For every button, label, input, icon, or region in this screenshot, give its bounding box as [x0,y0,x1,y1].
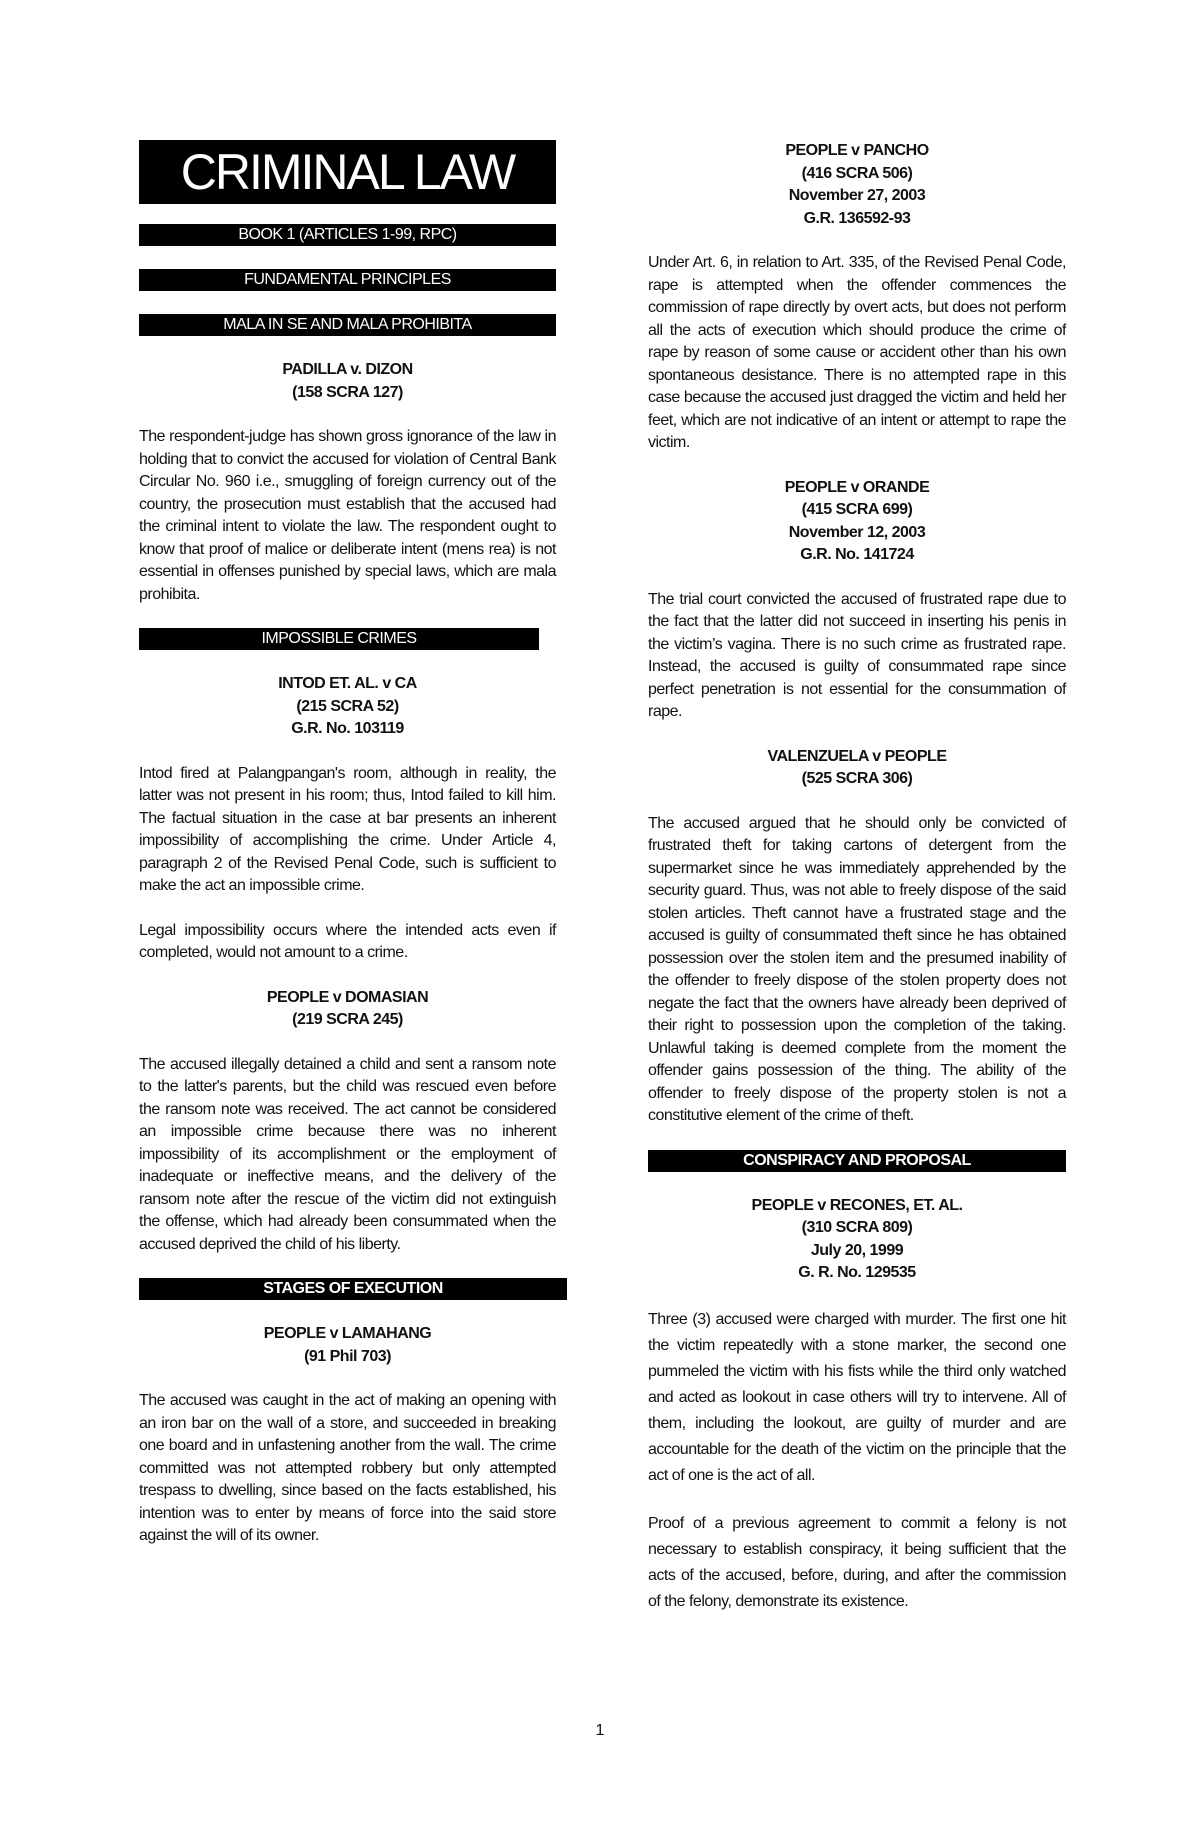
case-summary-pancho: Under Art. 6, in relation to Art. 335, of the Revised Penal Code, rape is attempted when the offender commences the commission of rape directly by overt acts, but does not perform all the acts of execution which should produce the crime of rape by reason of some cause or accident other than his own spontaneous desistance. There is no attempted rape in this case because the accused just dragged the victim and held her feet, which are not indicative of an intent or attempt to rape the victim. [648,254,1066,451]
case-name: PEOPLE v ORANDE [784,478,930,496]
case-summary-recones: Three (3) accused were charged with murder. The first one hit the victim repeatedly with a stone marker, the second one pummeled the victim with his fists while the third only watched and acted as lookout in case others will try to intervene. All of them, including the lookout, are guilty of murder and are accountable for the death of the victim on the principle that the act of one is the act of all. [648,1310,1066,1484]
case-date: November 27, 2003 [788,187,926,204]
case-citation: (215 SCRA 52) [296,697,399,715]
case-heading-domasian [139,987,556,1032]
case-name: INTOD ET. AL. v CA [278,675,417,692]
section-stages-of-execution: STAGES OF EXECUTION [139,1278,567,1300]
case-heading-recones [648,1195,1066,1285]
section-book-1: BOOK 1 (ARTICLES 1-99, RPC) [139,224,556,246]
case-citation: (525 SCRA 306) [801,770,913,787]
case-note-intod: Legal impossibility occurs where the intended acts even if completed, would not amount to a crime. [139,921,556,961]
case-name: PEOPLE v PANCHO [785,142,929,159]
case-citation: (91 Phil 703) [304,1347,391,1365]
case-summary-orande: The trial court convicted the accused of frustrated rape due to the fact that the latter did not succeed in inserting his penis in the victim’s vagina. There is no such crime as frustrated rape. Instead, the accused is guilty of consummated rape since perfect penetration is not essential for the consummation of rape. [648,590,1066,720]
case-citation: (219 SCRA 245) [292,1011,403,1028]
case-heading-intod [139,673,556,741]
left-column [139,140,556,1570]
case-name: VALENZUELA v PEOPLE [767,747,947,765]
case-citation: (310 SCRA 809) [801,1219,913,1236]
section-impossible-crimes: IMPOSSIBLE CRIMES [139,628,539,650]
case-note-recones: Proof of a previous agreement to commit a felony is not necessary to establish conspiracy, it being sufficient that the acts of the accused, before, during, and after the commission of the felony, demonstrate its existence. [648,1514,1066,1610]
document-title: CRIMINAL LAW [139,140,556,204]
case-heading-orande [648,477,1066,567]
case-summary-domasian: The accused illegally detained a child and sent a ransom note to the latter's parents, but the child was rescued even before the ransom note was received. The act cannot be considered an impossible crime because there was no inherent impossibility of its accomplishment or the employment of inadequate or ineffective means, and the delivery of the ransom note after the rescue of the victim did not extinguish the offense, which had already been consummated when the accused deprived the child of his liberty. [139,1055,556,1253]
case-heading-lamahang [139,1323,556,1368]
case-name: PEOPLE v LAMAHANG [263,1325,432,1342]
case-summary-lamahang: The accused was caught in the act of making an opening with an iron bar on the wall of a store, and succeeded in breaking one board and in unfastening another from the wall. The crime committed was not attempted robbery but only attempted trespass to dwelling, since based on the facts established, his intention was to enter by means of force into the said store against the will of its owner. [139,1392,556,1544]
case-name: PEOPLE v DOMASIAN [266,988,429,1006]
case-citation: (415 SCRA 699) [801,501,913,518]
case-gr-number: G.R. No. 141724 [800,546,914,563]
case-citation: (158 SCRA 127) [292,383,403,401]
case-heading-pancho [648,140,1066,230]
case-date: November 12, 2003 [788,523,926,541]
section-fundamental-principles: FUNDAMENTAL PRINCIPLES [139,269,556,291]
case-heading-padilla [139,359,556,404]
case-gr-number: G.R. 136592-93 [803,209,911,227]
case-citation: (416 SCRA 506) [801,164,913,182]
case-summary-padilla: The respondent-judge has shown gross ignorance of the law in holding that to convict the accused for violation of Central Bank Circular No. 960 i.e., smuggling of foreign currency out of the country, the prosecution must establish that the accused had the criminal intent to violate the law. The respondent ought to know that proof of malice or deliberate intent (mens rea) is not essential in offenses punished by special laws, which are mala prohibita. [139,428,556,603]
section-conspiracy-and-proposal: CONSPIRACY AND PROPOSAL [648,1150,1066,1172]
section-mala-in-se: MALA IN SE AND MALA PROHIBITA [139,314,556,336]
right-column [648,140,1066,1637]
case-gr-number: G.R. No. 103119 [291,720,404,737]
case-summary-valenzuela: The accused argued that he should only be convicted of frustrated theft for taking cartons of detergent from the supermarket since he was immediately apprehended by the security guard. Thus, was not able to freely dispose of the said stolen articles. Theft cannot have a frustrated stage and the accused is guilty of consummated theft since he has obtained possession over the stolen item and the presumed inability of the offender to freely dispose of the stolen property does not negate the fact that the owners have already been deprived of their right to possession upon the completion of the taking. Unlawful taking is deemed complete from the moment the offender gains possession of the thing. The ability of the offender to freely dispose of the property stolen is not a constitutive element of the crime of theft. [648,814,1066,1124]
case-heading-valenzuela [648,746,1066,791]
case-name: PADILLA v. DIZON [282,361,413,378]
case-gr-number: G. R. No. 129535 [798,1264,916,1281]
case-name: PEOPLE v RECONES, ET. AL. [751,1196,963,1214]
case-summary-intod: Intod fired at Palangpangan's room, although in reality, the latter was not present in his room; thus, Intod failed to kill him. The factual situation in the case at bar presents an inherent impossibility of accomplishing the crime. Under Article 4, paragraph 2 of the Revised Penal Code, such is sufficient to make the act an impossible crime. [139,764,556,894]
page-number: 1 [595,1722,605,1739]
case-date: July 20, 1999 [810,1241,904,1259]
